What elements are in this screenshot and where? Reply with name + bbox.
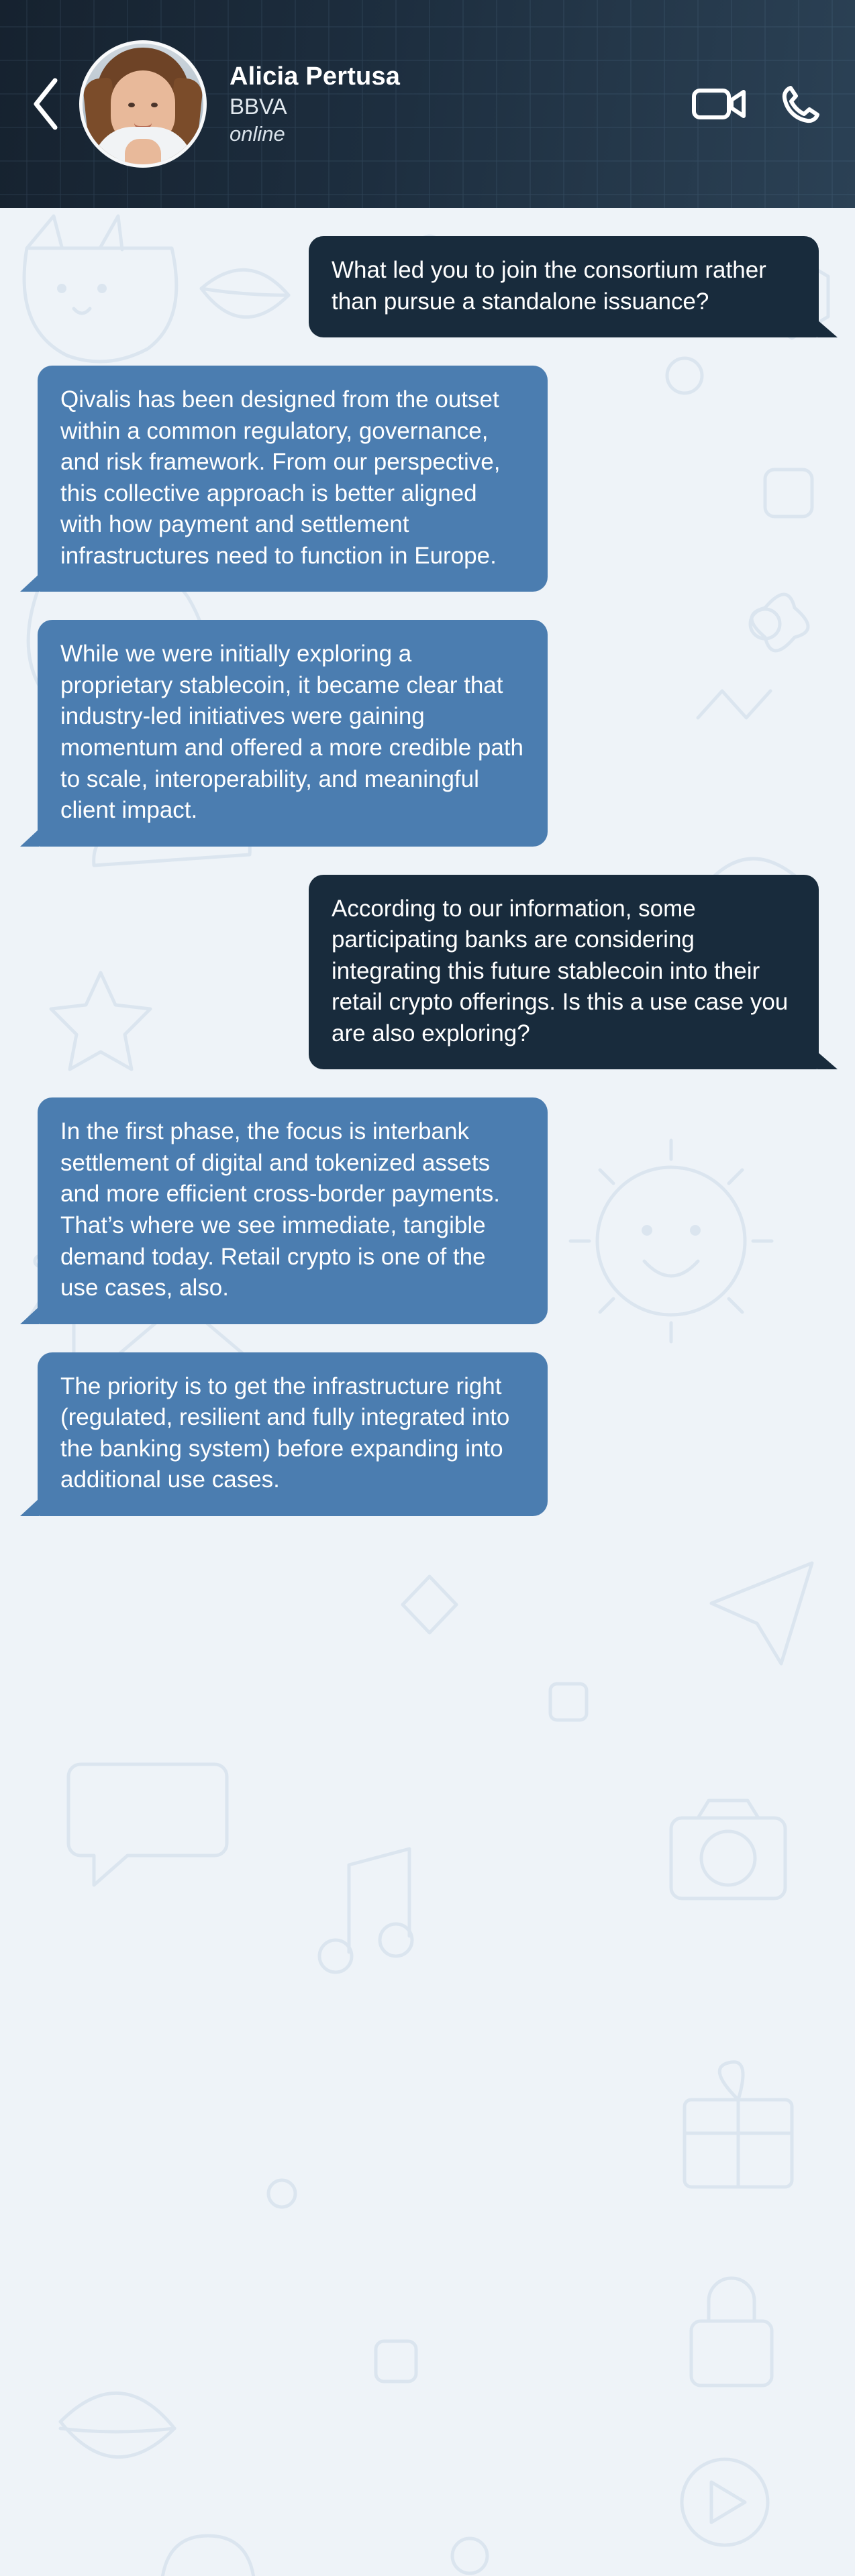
contact-status: online (230, 121, 285, 146)
chevron-left-icon (28, 75, 63, 133)
avatar[interactable] (79, 40, 207, 168)
video-camera-icon (691, 84, 748, 124)
header-actions (691, 83, 823, 125)
message-bubble-outgoing[interactable]: What led you to join the consortium rather than pursue a standalone issuance? (309, 236, 819, 337)
message-bubble-incoming[interactable]: While we were initially exploring a proprietary stablecoin, it became clear that industry-led initiatives were gaining momentum and offered a more credible path to scale, interoperability, and meaningful client impact. (38, 620, 548, 846)
contact-info (230, 62, 691, 146)
message-row (30, 366, 825, 592)
chat-header (0, 0, 855, 208)
message-row (30, 1352, 825, 1516)
message-row (30, 620, 825, 846)
message-row (30, 875, 825, 1070)
back-button[interactable] (19, 67, 72, 141)
message-list (0, 208, 855, 1556)
message-bubble-incoming[interactable]: The priority is to get the infrastructure right (regulated, resilient and fully integrated into the banking system) before expanding into additional use cases. (38, 1352, 548, 1516)
video-call-button[interactable] (691, 84, 748, 124)
message-bubble-outgoing[interactable]: According to our information, some participating banks are considering integrating this future stablecoin into their retail crypto offerings. Is this a use case you are also exploring? (309, 875, 819, 1070)
message-row (30, 1097, 825, 1324)
message-bubble-incoming[interactable]: In the first phase, the focus is interbank settlement of digital and tokenized assets and more efficient cross-border payments. That’s where we see immediate, tangible demand today. Retail crypto is one of the use cases, also. (38, 1097, 548, 1324)
phone-icon (780, 83, 823, 125)
contact-organization: BBVA (230, 93, 287, 119)
contact-name: Alicia Pertusa (230, 62, 401, 91)
voice-call-button[interactable] (780, 83, 823, 125)
message-row (30, 236, 825, 337)
message-bubble-incoming[interactable]: Qivalis has been designed from the outset within a common regulatory, governance, and risk framework. From our perspective, this collective approach is better aligned with how payment and settlement infrastructures need to function in Europe. (38, 366, 548, 592)
